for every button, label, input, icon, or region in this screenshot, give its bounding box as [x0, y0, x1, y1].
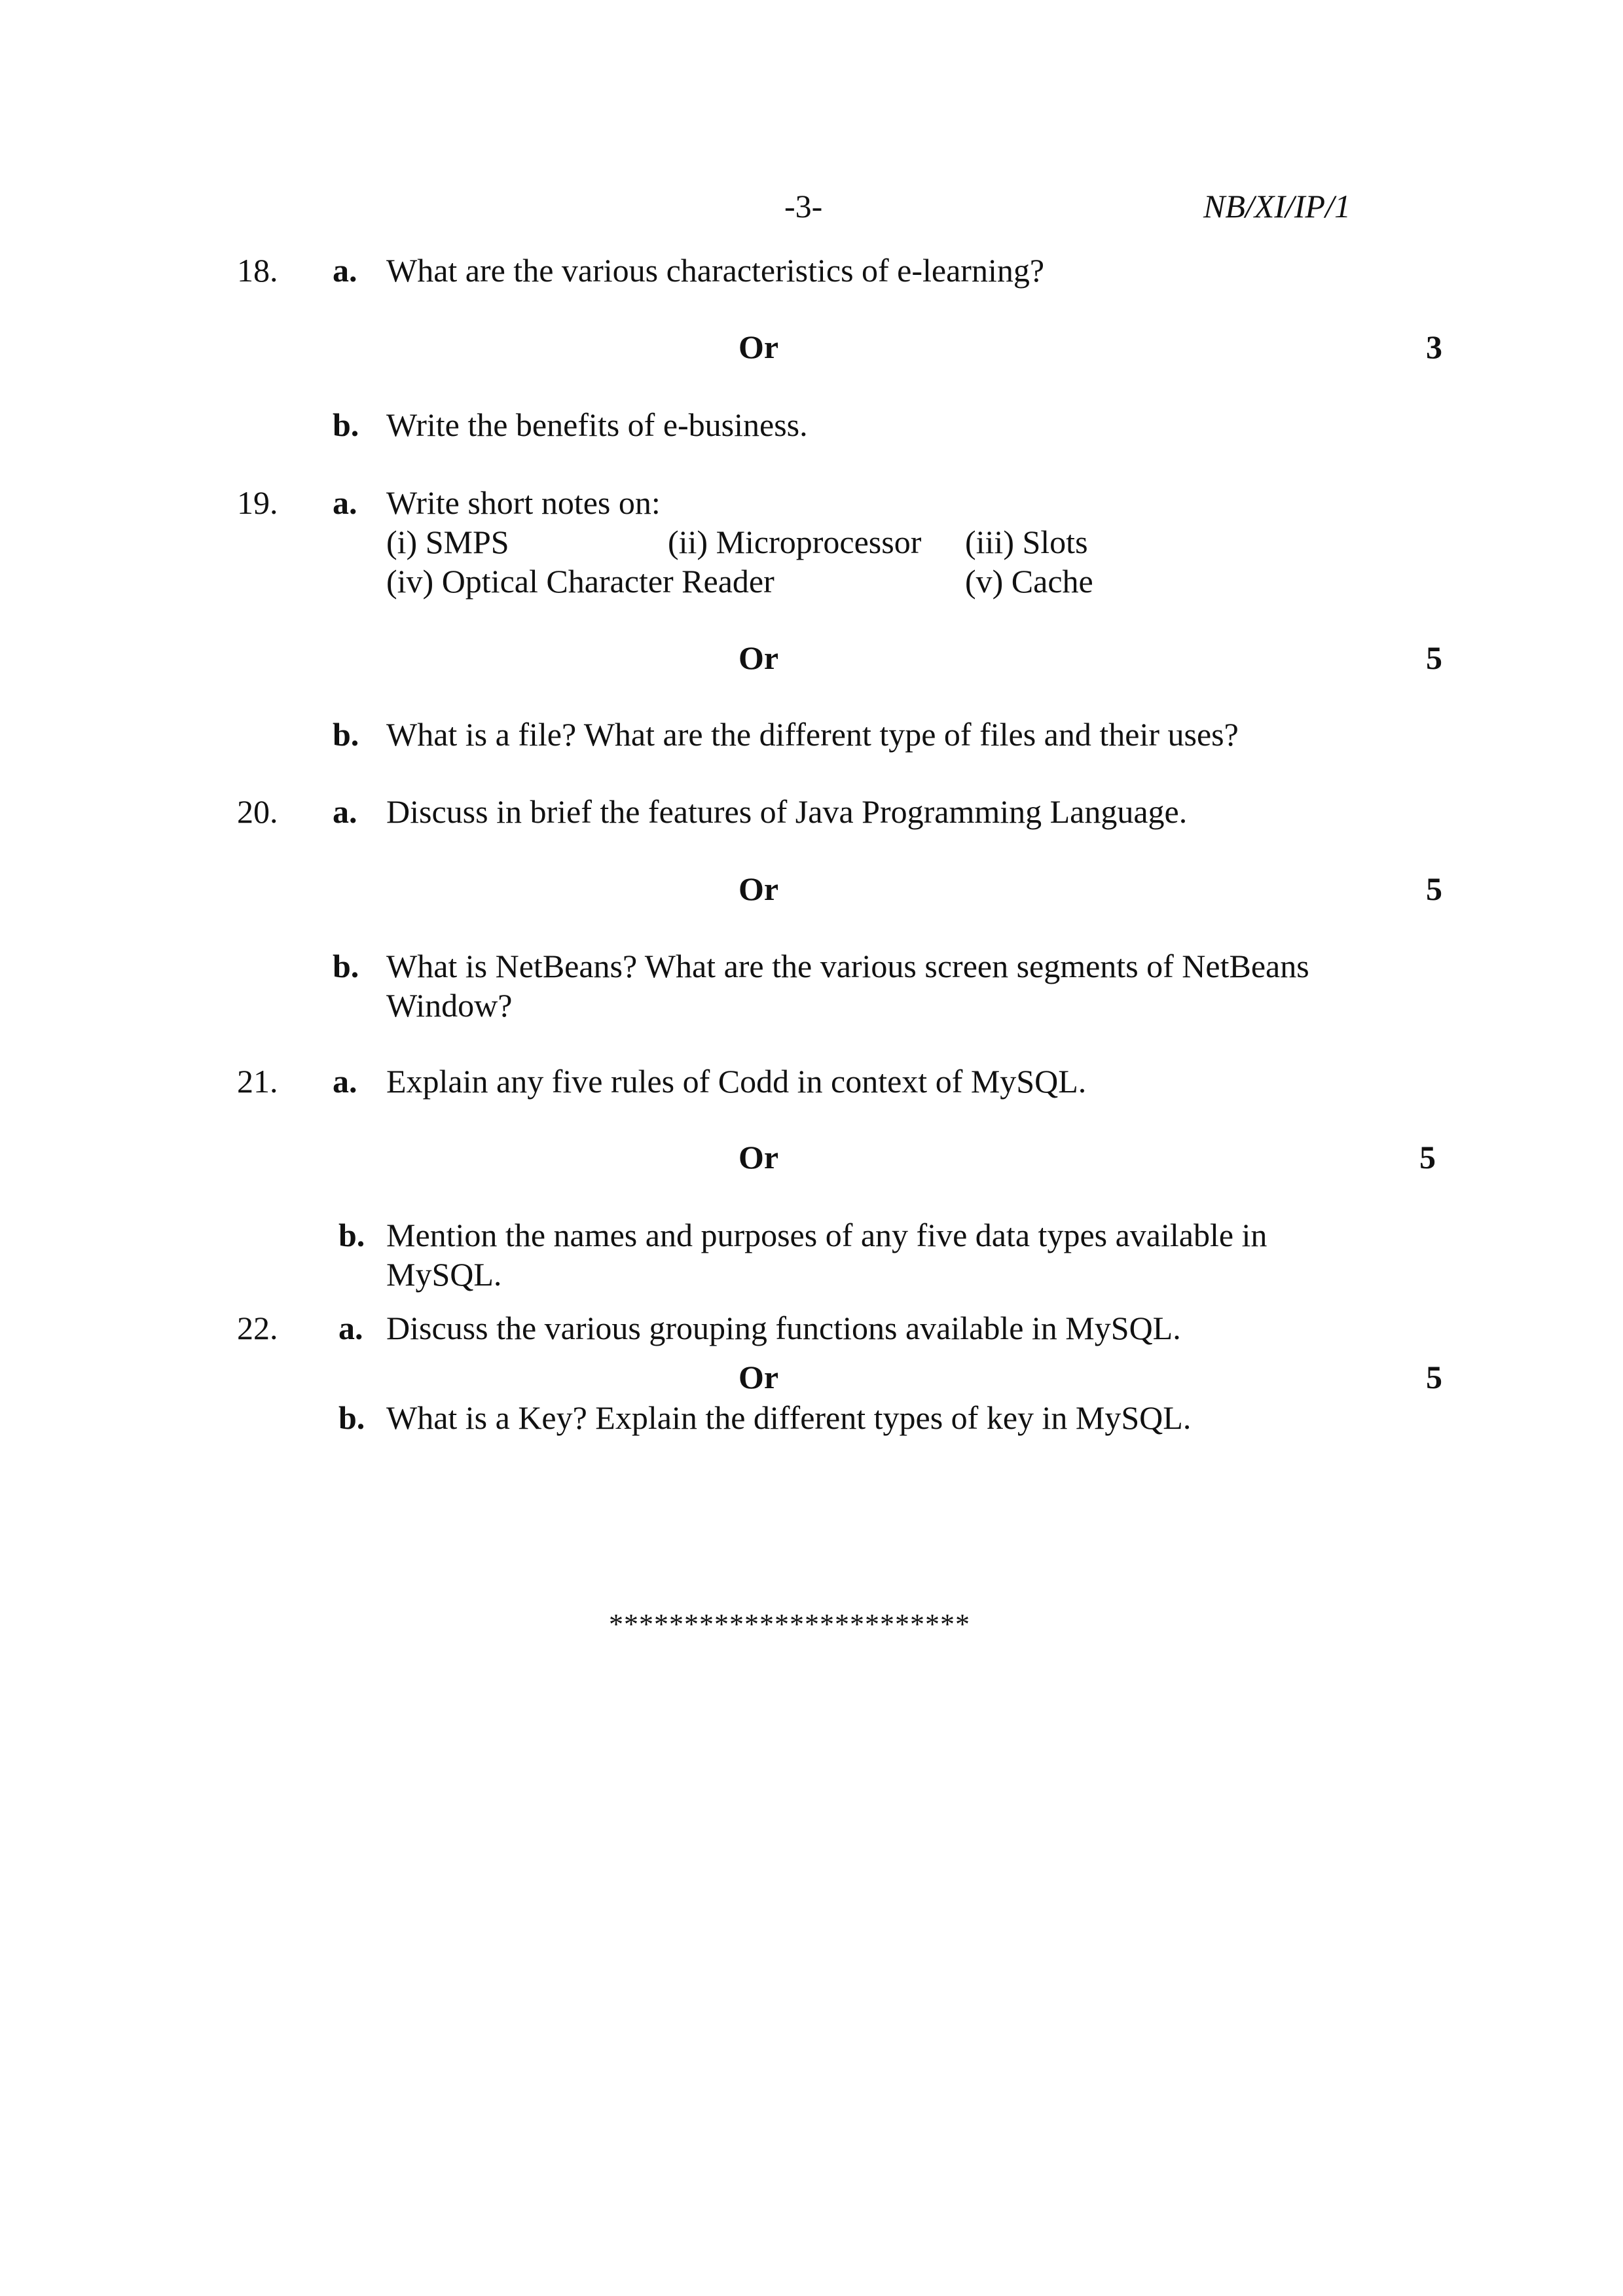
marks: 5 [1426, 870, 1442, 907]
question-number: 19. [237, 484, 278, 521]
short-note-item: (iii) Slots [965, 524, 1088, 560]
option-b-label: b. [338, 1399, 365, 1436]
option-a-label: a. [333, 793, 357, 830]
option-b-text-line1: Mention the names and purposes of any five data types available in [386, 1217, 1267, 1253]
option-a-label: a. [333, 252, 357, 289]
page-number: -3- [784, 188, 823, 224]
short-note-item: (iv) Optical Character Reader [386, 563, 775, 600]
option-b-text: What is a file? What are the different type of files and their uses? [386, 716, 1239, 753]
short-note-item: (i) SMPS [386, 524, 509, 560]
option-a-text: Explain any five rules of Codd in context of MySQL. [386, 1063, 1087, 1100]
option-b-label: b. [333, 716, 359, 753]
or-separator: Or [739, 870, 779, 907]
option-a-label: a. [338, 1310, 363, 1346]
paper-code: NB/XI/IP/1 [1203, 188, 1351, 224]
option-a-text: What are the various characteristics of e-learning? [386, 252, 1045, 289]
question-number: 21. [237, 1063, 278, 1100]
or-separator: Or [739, 1139, 779, 1175]
option-b-text: What is a Key? Explain the different types of key in MySQL. [386, 1399, 1192, 1436]
option-a-label: a. [333, 484, 357, 521]
marks: 5 [1426, 1359, 1442, 1395]
option-b-label: b. [338, 1217, 365, 1253]
option-a-label: a. [333, 1063, 357, 1100]
short-note-item: (v) Cache [965, 563, 1093, 600]
question-number: 18. [237, 252, 278, 289]
or-separator: Or [739, 639, 779, 676]
option-a-text: Discuss in brief the features of Java Programming Language. [386, 793, 1188, 830]
marks: 5 [1426, 639, 1442, 676]
option-b-text-line2: Window? [386, 987, 513, 1024]
or-separator: Or [739, 1359, 779, 1395]
question-number: 20. [237, 793, 278, 830]
question-number: 22. [237, 1310, 278, 1346]
option-a-text: Write short notes on: [386, 484, 661, 521]
short-note-item: (ii) Microprocessor [668, 524, 922, 560]
option-b-text: Write the benefits of e-business. [386, 406, 808, 443]
option-b-label: b. [333, 406, 359, 443]
end-of-paper-marker: ************************ [609, 1608, 970, 1640]
marks: 3 [1426, 329, 1442, 365]
marks: 5 [1419, 1139, 1436, 1175]
option-b-text-line2: MySQL. [386, 1256, 502, 1293]
option-b-label: b. [333, 948, 359, 984]
or-separator: Or [739, 329, 779, 365]
option-b-text-line1: What is NetBeans? What are the various screen segments of NetBeans [386, 948, 1309, 984]
option-a-text: Discuss the various grouping functions available in MySQL. [386, 1310, 1181, 1346]
